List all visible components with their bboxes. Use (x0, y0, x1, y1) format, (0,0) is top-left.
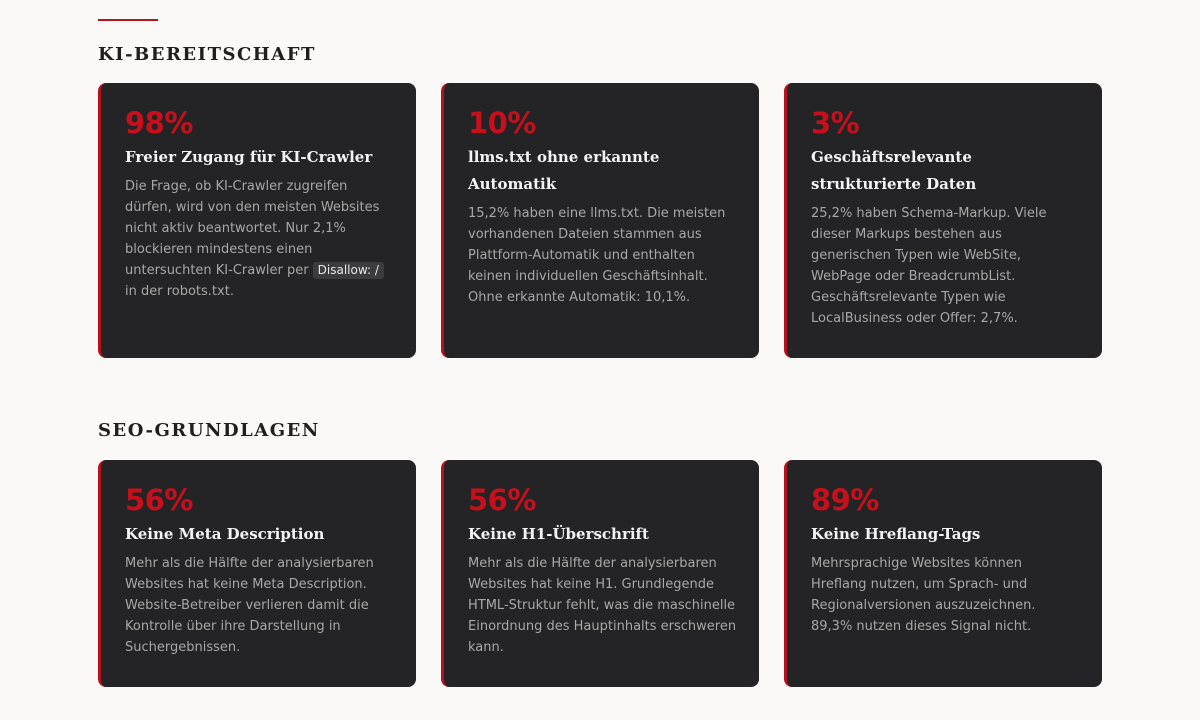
card-title: llms.txt ohne erkannte Automatik (468, 148, 660, 193)
card-text: Mehr als die Hälfte der analysierbaren Websites hat keine H1. Grundlegende HTML-Struktur fehlt, was die maschinelle Einordnung des Hauptinhalts erschweren kann. (468, 556, 737, 655)
card-text (125, 176, 394, 302)
card-title: Keine Hreflang-Tags (811, 525, 981, 543)
card-row-ki-bereitschaft (98, 83, 1102, 358)
stat-value: 98% (125, 106, 193, 140)
section-title-ki-bereitschaft: KI-BEREITSCHAFT (98, 44, 316, 65)
stat-card-structured-data (784, 83, 1102, 358)
code-snippet: Disallow: / (313, 262, 384, 279)
card-text-part: in der robots.txt. (125, 284, 234, 299)
stat-card-hreflang (784, 460, 1102, 687)
card-text: Mehrsprachige Websites können Hreflang nutzen, um Sprach- und Regionalversionen auszuzeichnen. 89,3% nutzen dieses Signal nicht. (811, 556, 1036, 634)
card-text: 15,2% haben eine llms.txt. Die meisten vorhandenen Dateien stammen aus Plattform-Automatik und enthalten keinen individuellen Geschäftsinhalt. Ohne erkannte Automatik: 10,1%. (468, 206, 726, 305)
stat-value: 56% (125, 483, 193, 517)
stat-value: 89% (811, 483, 879, 517)
section-title-seo-grundlagen: SEO-GRUNDLAGEN (98, 420, 320, 441)
stat-value: 56% (468, 483, 536, 517)
card-title: Keine Meta Description (125, 525, 325, 543)
stat-card-h1-heading (441, 460, 759, 687)
card-text-part: Die Frage, ob KI-Crawler zugreifen dürfen, wird von den meisten Websites nicht aktiv beantwortet. Nur 2,1% blockieren mindestens einen untersuchten KI-Crawler per (125, 179, 380, 278)
card-row-seo-grundlagen (98, 460, 1102, 687)
card-title: Freier Zugang für KI-Crawler (125, 148, 373, 166)
card-title: Geschäftsrelevante strukturierte Daten (811, 148, 977, 193)
stat-card-meta-description (98, 460, 416, 687)
stat-value: 10% (468, 106, 536, 140)
stat-value: 3% (811, 106, 860, 140)
card-text: 25,2% haben Schema-Markup. Viele dieser Markups bestehen aus generischen Typen wie WebSite, WebPage oder BreadcrumbList. Geschäftsrelevante Typen wie LocalBusiness oder Offer: 2,7%. (811, 206, 1047, 326)
stat-card-ki-crawler-access (98, 83, 416, 358)
stat-card-llms-txt (441, 83, 759, 358)
card-title: Keine H1-Überschrift (468, 525, 649, 543)
card-text: Mehr als die Hälfte der analysierbaren Websites hat keine Meta Description. Website-Betreiber verlieren damit die Kontrolle über ihre Darstellung in Suchergebnissen. (125, 556, 374, 655)
accent-rule (98, 19, 158, 21)
